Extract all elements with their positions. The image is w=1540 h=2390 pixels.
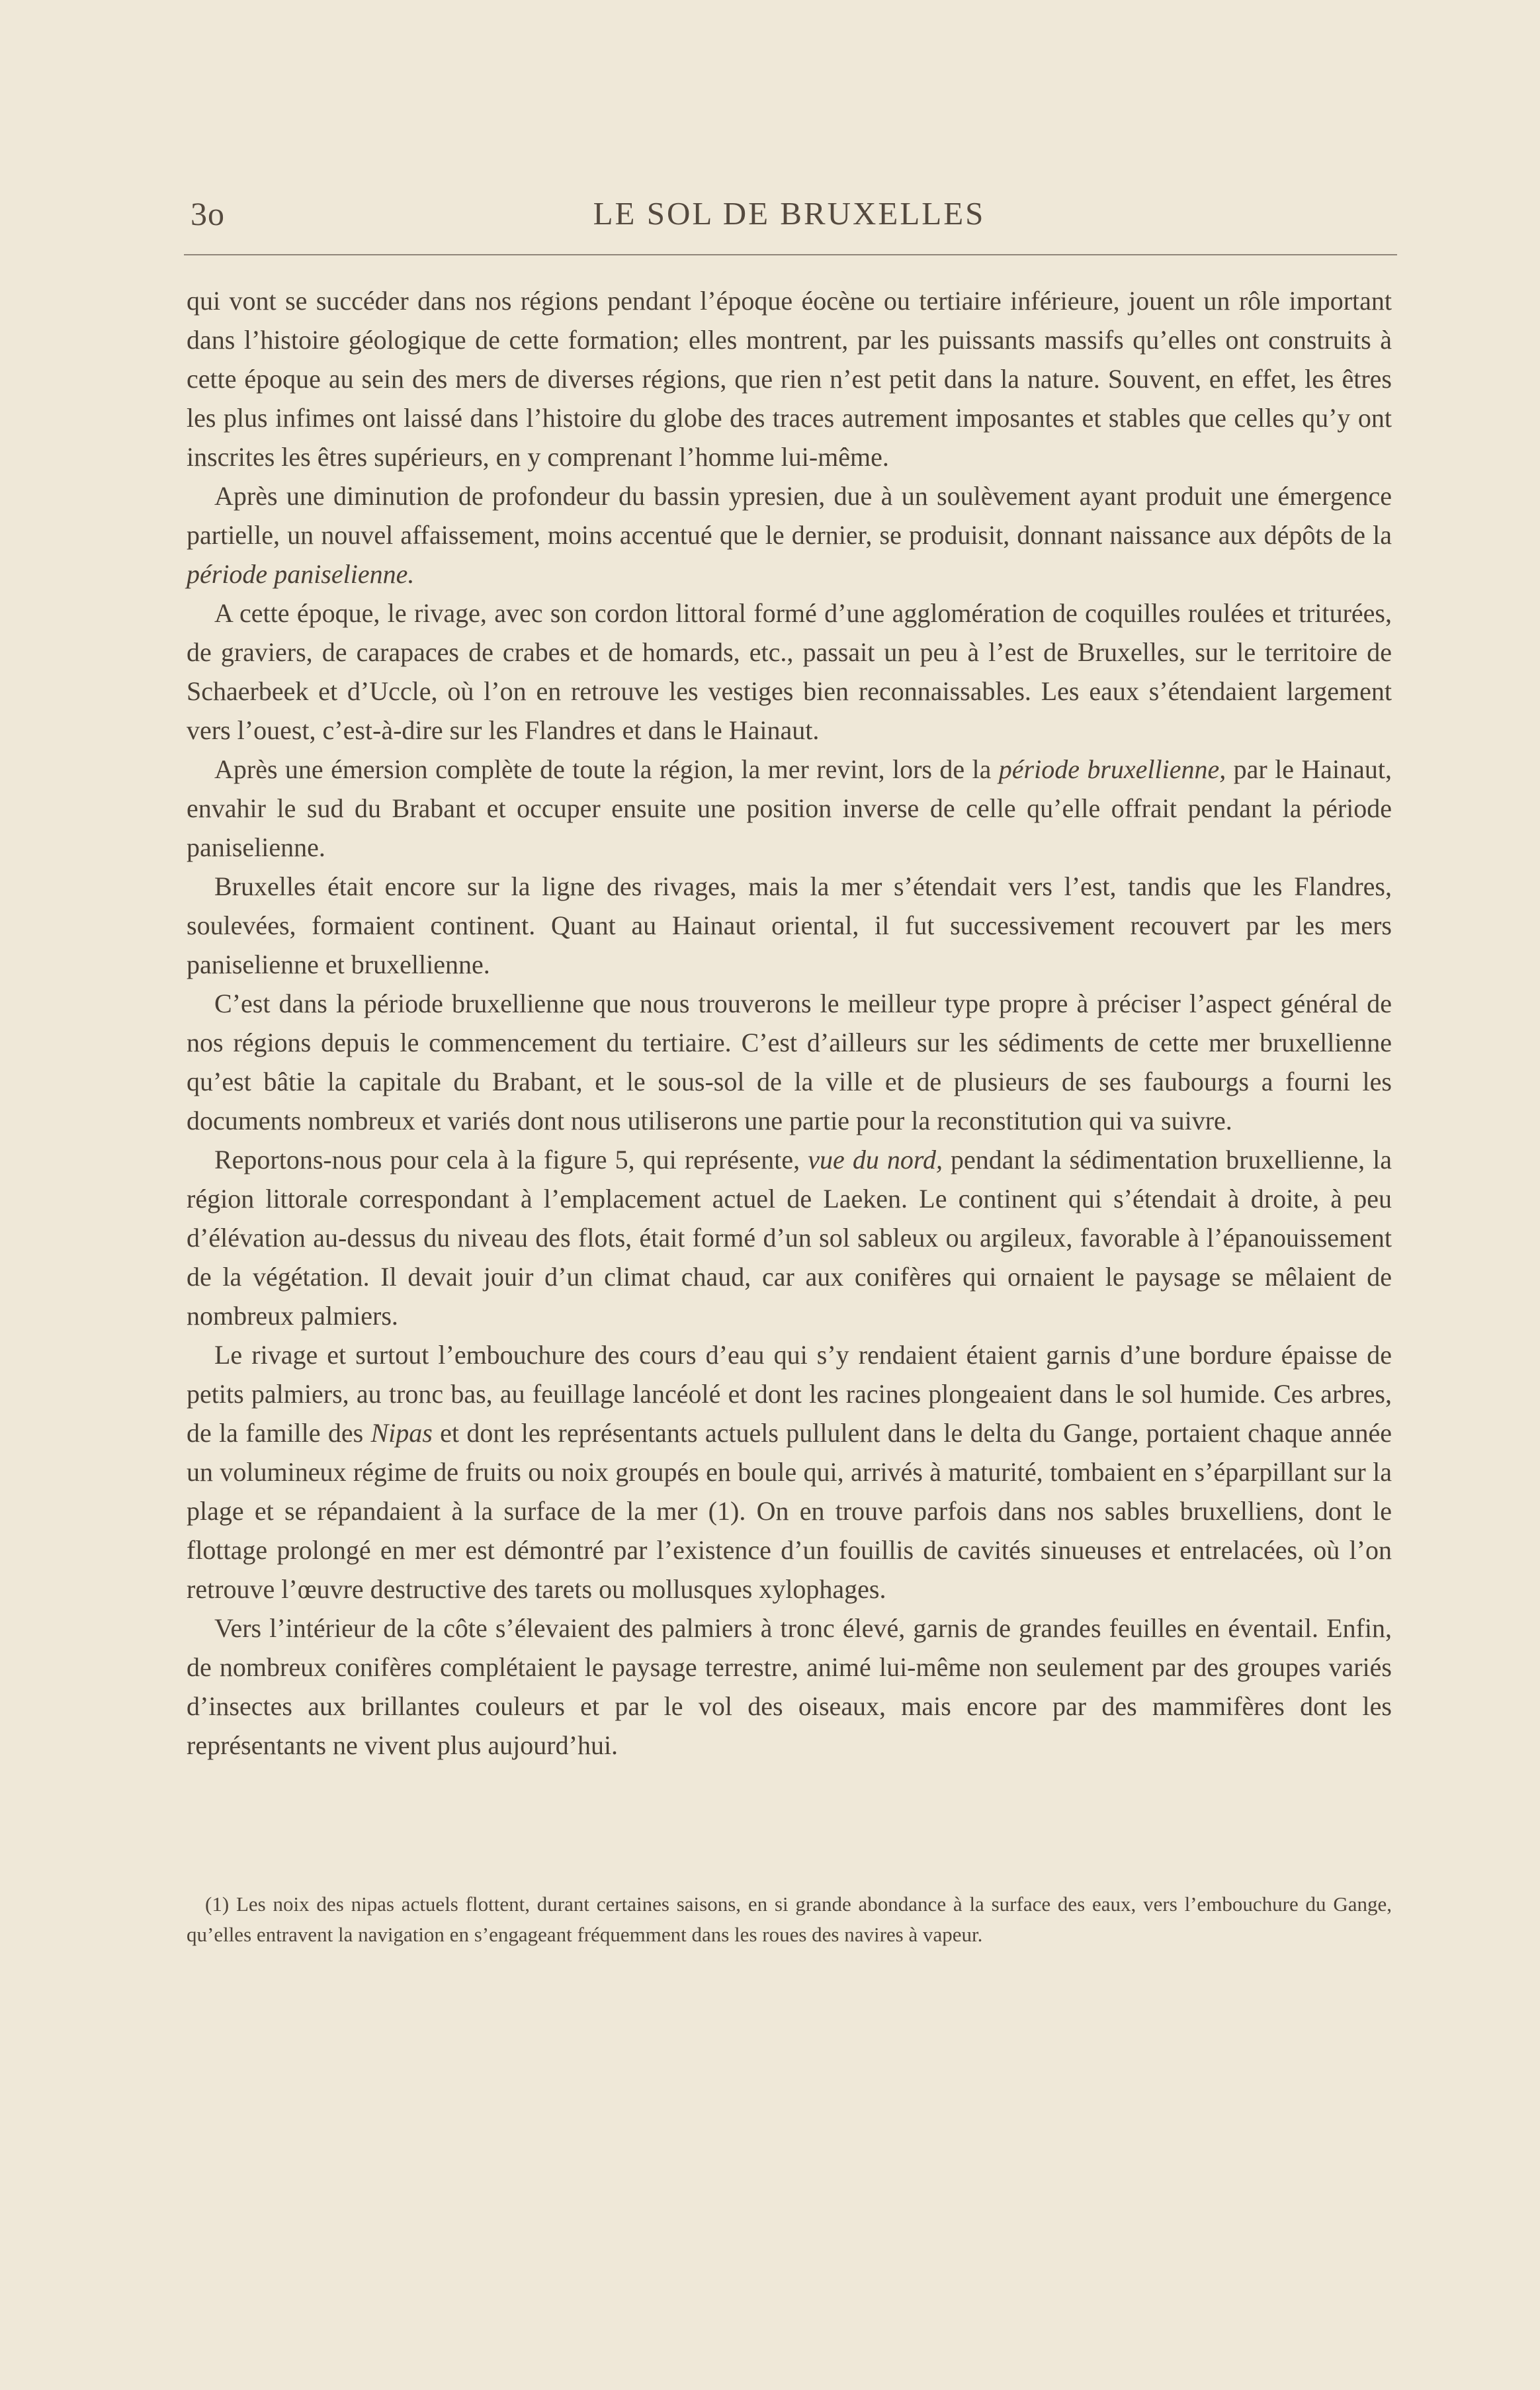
paragraph-8 [187, 1335, 1392, 1609]
body-text [187, 281, 1392, 1765]
paragraph-1: qui vont se succéder dans nos régions pendant l’époque éocène ou tertiaire inférieure, jouent un rôle important dans l’histoire géologique de cette formation; elles montrent, par les puissants massifs qu’elles ont construits à cette époque au sein des mers de diverses régions, que rien n’est petit dans la nature. Souvent, en effet, les êtres les plus infimes ont laissé dans l’histoire du globe des traces autrement imposantes et stables que celles qu’y ont inscrites les êtres supérieurs, en y comprenant l’homme lui-même. [187, 286, 1392, 472]
paragraph-2-italic: période paniselienne. [187, 559, 415, 589]
running-title: LE SOL DE BRUXELLES [593, 195, 986, 232]
paragraph-4-text-a: Après une émersion complète de toute la région, la mer revint, lors de la [214, 754, 999, 784]
paragraph-3: A cette époque, le rivage, avec son cordon littoral formé d’une agglomération de coquilles roulées et triturées, de graviers, de carapaces de crabes et de homards, etc., passait un peu à l’est de Bruxelles, sur le territoire de Schaerbeek et d’Uccle, où l’on en retrouve les vestiges bien reconnaissables. Les eaux s’étendaient largement vers l’ouest, c’est-à-dire sur les Flandres et dans le Hainaut. [187, 598, 1392, 745]
paragraph-8-italic: Nipas [370, 1418, 433, 1448]
paragraph-7-italic: vue du nord, [808, 1145, 943, 1174]
page-number: 3o [191, 195, 225, 232]
footnote-text: (1) Les noix des nipas actuels flottent, durant certaines saisons, en si grande abondance à la surface des eaux, vers l’embouchure du Gange, qu’elles entravent la navigation en s’engageant fréquemment dans les roues des navires à vapeur. [187, 1892, 1392, 1946]
paragraph-2-text: Après une diminution de profondeur du bassin ypresien, due à un soulèvement ayant produit une émergence partielle, un nouvel affaissement, moins accentué que le dernier, se produisit, donnant naissance aux dépôts de la [187, 481, 1392, 550]
paragraph-5: Bruxelles était encore sur la ligne des rivages, mais la mer s’étendait vers l’est, tandis que les Flandres, soulevées, formaient continent. Quant au Hainaut oriental, il fut successivement recouvert par les mers paniselienne et bruxellienne. [187, 871, 1392, 979]
paragraph-7-text-a: Reportons-nous pour cela à la figure 5, qui représente, [214, 1145, 808, 1174]
paragraph-2 [187, 476, 1392, 594]
paragraph-8-text-a: Le rivage et surtout l’embouchure des cours d’eau qui s’y rendaient étaient garnis d’une bordure épaisse de petits palmiers, au tronc bas, au feuillage lancéolé et dont les racines plongeaient dans le sol humide. Ces arbres, de la famille des [187, 1340, 1392, 1448]
paragraph-7 [187, 1140, 1392, 1335]
paragraph-6: C’est dans la période bruxellienne que nous trouverons le meilleur type propre à préciser l’aspect général de nos régions depuis le commencement du tertiaire. C’est d’ailleurs sur les sédiments de cette mer bruxellienne qu’est bâtie la capitale du Brabant, et le sous-sol de la ville et de plusieurs de ses faubourgs a fourni les documents nombreux et variés dont nous utiliserons une partie pour la reconstitution qui va suivre. [187, 989, 1392, 1135]
paragraph-4-italic: période bruxellienne, [998, 754, 1226, 784]
paragraph-4-text-b: par le Hainaut, envahir le sud du Brabant et occuper ensuite une position inverse de celle qu’elle offrait pendant la période paniselienne. [187, 754, 1392, 862]
header-rule [184, 254, 1397, 255]
footnote [187, 1889, 1392, 1950]
paragraph-4 [187, 750, 1392, 867]
paragraph-8-text-b: et dont les représentants actuels pullulent dans le delta du Gange, portaient chaque année un volumineux régime de fruits ou noix groupés en boule qui, arrivés à maturité, tombaient en s’éparpillant sur la plage et se répandaient à la surface de la mer (1). On en trouve parfois dans nos sables bruxelliens, dont le flottage prolongé en mer est démontré par l’existence d’un fouillis de cavités sinueuses et entrelacées, où l’on retrouve l’œuvre destructive des tarets ou mollusques xylophages. [187, 1418, 1392, 1604]
page-header [184, 192, 1394, 245]
paragraph-9: Vers l’intérieur de la côte s’élevaient des palmiers à tronc élevé, garnis de grandes feuilles en éventail. Enfin, de nombreux conifères complétaient le paysage terrestre, animé lui-même non seulement par des groupes variés d’insectes aux brillantes couleurs et par le vol des oiseaux, mais encore par des mammifères dont les représentants ne vivent plus aujourd’hui. [187, 1613, 1392, 1760]
paragraph-7-text-b: pendant la sédimentation bruxellienne, la région littorale correspondant à l’emplacement actuel de Laeken. Le continent qui s’étendait à droite, à peu d’élévation au-dessus du niveau des flots, était formé d’un sol sableux ou argileux, favorable à l’épanouissement de la végétation. Il devait jouir d’un climat chaud, car aux conifères qui ornaient le paysage se mêlaient de nombreux palmiers. [187, 1145, 1392, 1331]
